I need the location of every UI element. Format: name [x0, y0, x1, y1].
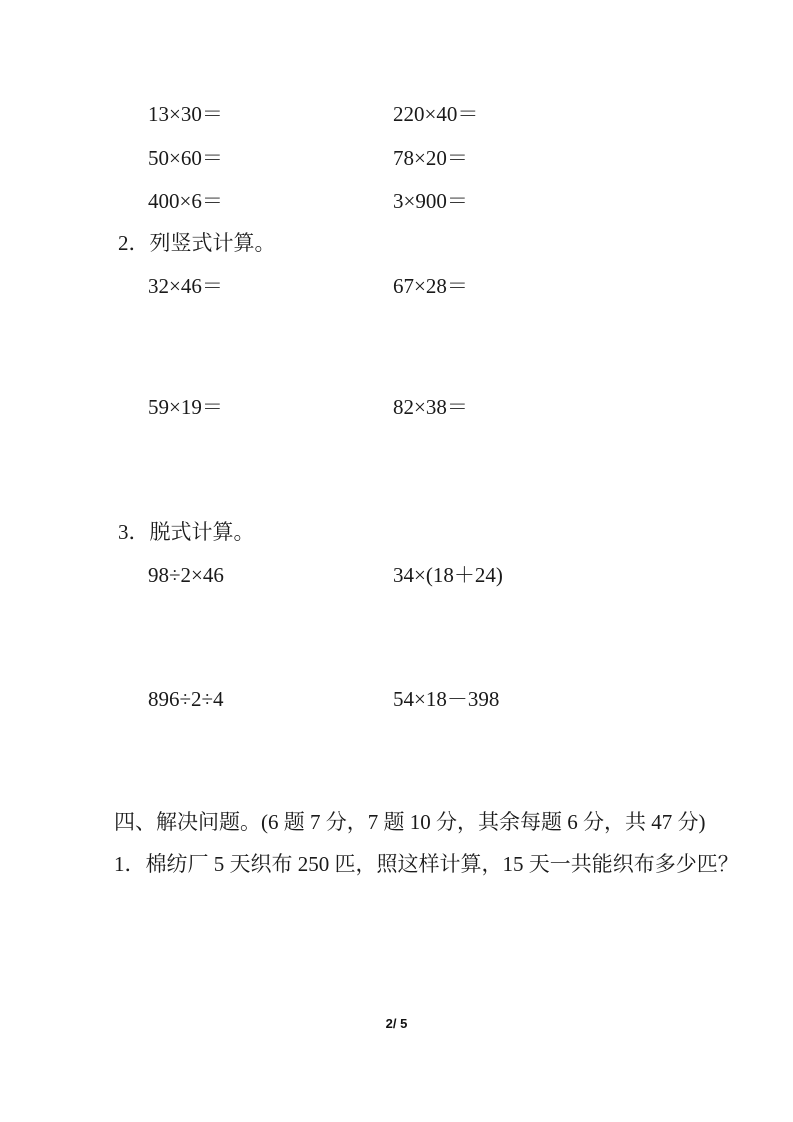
vertical-problem: 32×46＝ [148, 274, 223, 298]
stepwise-problem: 54×18－398 [393, 687, 500, 711]
stepwise-problem: 98÷2×46 [148, 563, 224, 587]
page-number: 2/ 5 [385, 1016, 408, 1031]
oral-problem: 78×20＝ [393, 146, 468, 170]
vertical-problem: 67×28＝ [393, 274, 468, 298]
stepwise-problem: 896÷2÷4 [148, 687, 224, 711]
section-heading-word-problems: 四、解决问题。(6 题 7 分，7 题 10 分，其余每题 6 分，共 47 分) [114, 810, 706, 834]
oral-problem: 13×30＝ [148, 102, 223, 126]
vertical-problem: 59×19＝ [148, 395, 223, 419]
section-label-stepwise-calculation: 3．脱式计算。 [118, 520, 255, 544]
word-problem: 1．棉纺厂 5 天织布 250 匹，照这样计算，15 天一共能织布多少匹？ [114, 852, 739, 876]
section-label-vertical-calculation: 2．列竖式计算。 [118, 231, 276, 255]
oral-problem: 3×900＝ [393, 189, 468, 213]
stepwise-problem: 34×(18＋24) [393, 563, 503, 587]
oral-problem: 220×40＝ [393, 102, 479, 126]
oral-problem: 400×6＝ [148, 189, 223, 213]
oral-problem: 50×60＝ [148, 146, 223, 170]
vertical-problem: 82×38＝ [393, 395, 468, 419]
